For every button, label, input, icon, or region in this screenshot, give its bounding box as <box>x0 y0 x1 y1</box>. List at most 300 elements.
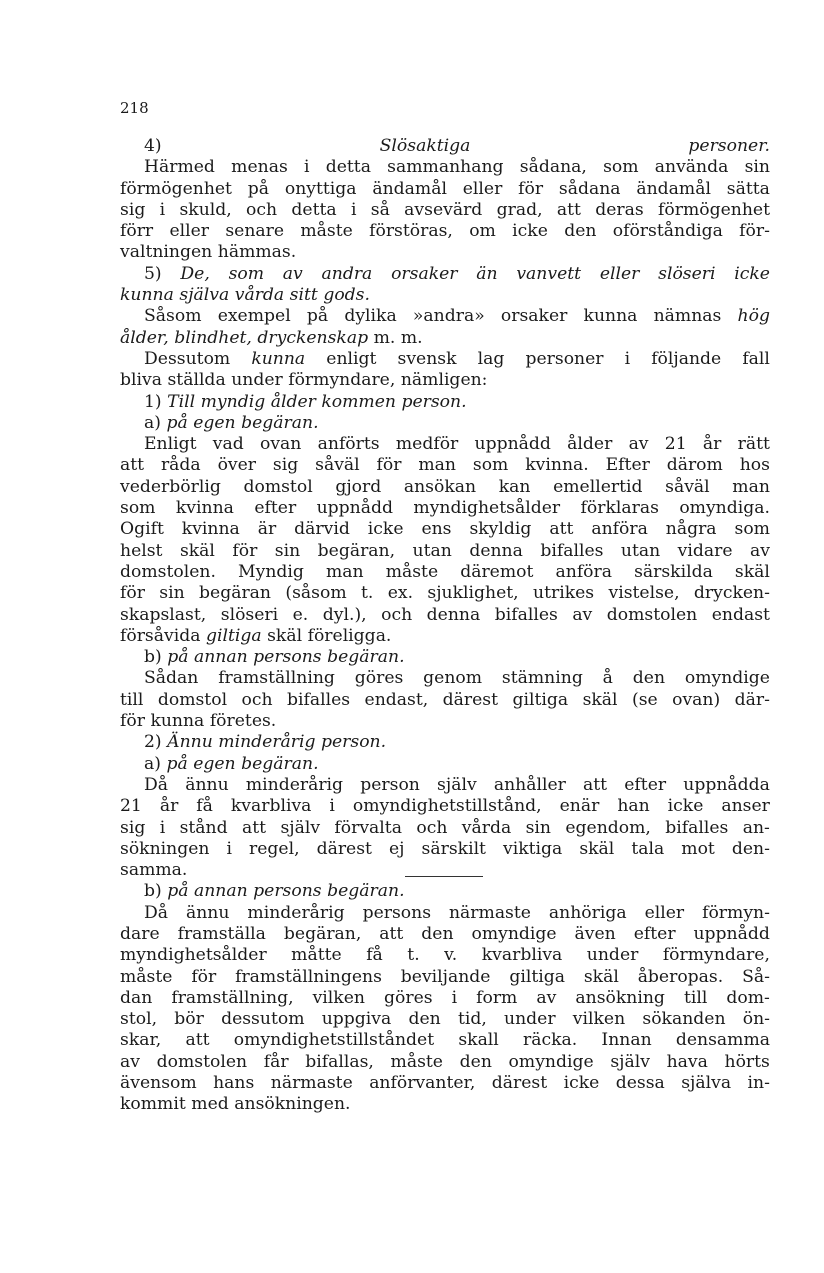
word: 4) <box>144 136 162 156</box>
word: skäl <box>734 561 770 582</box>
word: Innan <box>601 1030 652 1051</box>
word: enär <box>559 796 600 817</box>
word: uppnådd <box>316 498 393 519</box>
word: omyndige <box>508 1051 594 1072</box>
word: begäran. <box>241 412 319 433</box>
word: omyndige <box>684 668 770 689</box>
word: ändamål <box>372 178 447 199</box>
word: domstolen. <box>120 561 216 582</box>
word: sin <box>744 157 770 178</box>
text-line <box>120 541 770 562</box>
word: som <box>603 157 639 178</box>
word: i <box>624 348 631 369</box>
word: får <box>263 1051 289 1072</box>
word: få <box>196 796 213 817</box>
word: personer <box>525 348 604 369</box>
word: Myndig <box>238 561 304 582</box>
word: tid, <box>457 1009 487 1030</box>
word: ansökan <box>403 476 477 497</box>
word: för <box>191 966 217 987</box>
word: (såsom <box>285 583 347 604</box>
word: kvinna <box>175 498 234 519</box>
word: orsaker <box>391 263 458 284</box>
word: kan <box>498 476 531 497</box>
word: Så- <box>742 966 770 987</box>
word: utrikes <box>533 583 595 604</box>
word: vårda <box>234 285 285 306</box>
word: att <box>583 774 608 795</box>
word: skuld, <box>179 199 232 220</box>
word: förmögenhet <box>120 178 232 199</box>
word: därest <box>442 689 499 710</box>
word: att <box>242 817 267 838</box>
word: avsevärd <box>404 199 483 220</box>
word: den <box>632 668 666 689</box>
word: och <box>416 817 448 838</box>
word: för <box>120 583 145 604</box>
word: a) <box>144 753 161 774</box>
word: och <box>381 604 413 625</box>
word: för <box>232 540 258 561</box>
word: den <box>564 221 597 242</box>
text-line <box>120 690 770 711</box>
word: på <box>247 178 270 199</box>
word: Sådan <box>144 668 199 689</box>
text-line <box>120 668 770 689</box>
word: drycken- <box>693 583 770 604</box>
text-line <box>120 732 770 753</box>
text-line <box>120 370 770 391</box>
word: sammanhang <box>387 157 504 178</box>
word: särskilt <box>421 838 486 859</box>
word: persons <box>253 647 322 668</box>
text-line <box>120 200 770 221</box>
word: framställa <box>177 923 266 944</box>
text-line <box>120 328 770 349</box>
text-line <box>120 242 770 263</box>
text-line <box>120 519 770 540</box>
word: måste <box>385 561 439 582</box>
word: myndighetsålder <box>120 945 267 966</box>
word: på <box>166 753 188 774</box>
word: även <box>574 923 616 944</box>
word: person. <box>321 732 387 753</box>
word: framställning <box>218 668 335 689</box>
text-line <box>120 1094 770 1115</box>
word: skar, <box>120 1030 162 1051</box>
text-line <box>120 924 770 945</box>
word: domstolen <box>156 1051 248 1072</box>
word: beviljande <box>400 966 491 987</box>
word: myndig <box>200 391 266 412</box>
word: 2) <box>144 732 162 753</box>
word: stämning <box>501 668 583 689</box>
word: göres <box>354 668 404 689</box>
word: av <box>750 540 770 561</box>
word: eller <box>462 178 503 199</box>
word: för- <box>739 221 770 242</box>
text-line <box>120 1052 770 1073</box>
word: den <box>421 923 454 944</box>
word: företes. <box>209 711 277 732</box>
word: framställning, <box>171 987 294 1008</box>
word: mot <box>681 838 715 859</box>
text-line <box>120 434 770 455</box>
word: hos <box>739 455 770 476</box>
word: framställningens <box>235 966 382 987</box>
word: begäran. <box>327 647 405 668</box>
text-line <box>120 988 770 1009</box>
word: 5) <box>144 263 162 284</box>
word: att <box>549 519 574 540</box>
word: utan <box>412 540 452 561</box>
word: a) <box>144 412 161 433</box>
word: icke <box>563 1073 600 1094</box>
word: anhåller <box>493 774 566 795</box>
word: onyttiga <box>284 178 357 199</box>
word: begäran <box>199 583 272 604</box>
word: sökningen <box>120 838 210 859</box>
word: ovan) <box>672 689 721 710</box>
text-line <box>120 711 770 732</box>
word: sin <box>159 583 185 604</box>
word: Enligt <box>144 434 197 455</box>
word: kvarbliva <box>230 796 312 817</box>
word: dan <box>120 987 153 1008</box>
word: såväl <box>315 455 360 476</box>
word: och <box>246 199 278 220</box>
word: ex. <box>387 583 414 604</box>
word: åberopas. <box>637 966 724 987</box>
word: ansökning <box>575 987 665 1008</box>
word: av <box>536 987 557 1008</box>
word: persons <box>362 902 432 923</box>
word: själv <box>610 1051 650 1072</box>
word: på <box>167 647 189 668</box>
text-line <box>120 349 770 370</box>
word: begäran. <box>241 753 319 774</box>
word: förvalta <box>334 817 402 838</box>
word: 21 <box>120 796 142 817</box>
word: lag <box>477 348 505 369</box>
word: ålder <box>270 391 316 412</box>
word: dessa <box>615 1073 665 1094</box>
word: senare <box>225 221 285 242</box>
word: uppnådd <box>693 923 770 944</box>
word: begäran, <box>317 540 396 561</box>
body-text <box>120 136 770 1116</box>
word: att <box>379 923 404 944</box>
text-line <box>120 498 770 519</box>
text-line <box>120 818 770 839</box>
word: dom- <box>726 987 770 1008</box>
word: domstolen <box>606 604 698 625</box>
word: för <box>518 178 544 199</box>
word: Såsom <box>144 306 202 327</box>
word: ställda <box>167 370 226 391</box>
word: sig <box>272 455 299 476</box>
word: man <box>325 561 364 582</box>
word: sätta <box>726 178 770 199</box>
word: ansökningen. <box>234 1094 351 1115</box>
text-line <box>120 754 770 775</box>
word: egen <box>193 753 236 774</box>
word: eller <box>644 902 685 923</box>
word: domstol <box>243 476 313 497</box>
word: råda <box>160 455 201 476</box>
word: sökanden <box>642 1009 726 1030</box>
word: ålder, <box>120 327 169 348</box>
word: måste <box>390 1051 443 1072</box>
word: ävensom <box>120 1073 197 1094</box>
word: omyndige <box>471 923 557 944</box>
word: andra <box>321 263 373 284</box>
word: anser <box>721 796 770 817</box>
word: Ogift <box>120 519 164 540</box>
word: samma. <box>120 860 188 881</box>
word: i <box>226 838 232 859</box>
word: föreligga. <box>307 625 392 646</box>
word: av <box>628 434 649 455</box>
word: eller <box>169 221 210 242</box>
text-line <box>120 860 770 881</box>
word: denna <box>469 540 523 561</box>
word: egendom, <box>565 817 651 838</box>
text-line <box>120 157 770 178</box>
word: menas <box>231 157 288 178</box>
word: omyndighetstillstånd, <box>352 796 542 817</box>
word: utan <box>620 540 661 561</box>
word: måtte <box>291 945 342 966</box>
word: vederbörlig <box>120 476 221 497</box>
word: Dessutom <box>144 348 231 369</box>
word: förklaras <box>580 498 659 519</box>
word: måste <box>300 221 353 242</box>
word: skäl <box>267 625 303 646</box>
word: nämnas <box>653 306 722 327</box>
text-line <box>120 455 770 476</box>
word: domstol <box>157 689 228 710</box>
word: i <box>159 817 166 838</box>
word: Ännu <box>167 732 213 753</box>
word: slöseri <box>658 263 716 284</box>
word: vilken <box>572 1009 626 1030</box>
page-number: 218 <box>120 99 149 117</box>
word: v. <box>444 945 458 966</box>
word: icke <box>367 519 404 540</box>
word: därom <box>666 455 723 476</box>
word: på <box>167 881 189 902</box>
word: denna <box>426 604 481 625</box>
word: svensk <box>397 348 457 369</box>
word: rätt <box>737 434 770 455</box>
word: icke <box>734 263 770 284</box>
text-line <box>120 583 770 604</box>
word: som <box>734 519 770 540</box>
word: dryckenskap <box>257 327 369 348</box>
word: år <box>702 434 722 455</box>
word: ännu <box>185 902 230 923</box>
word: (se <box>631 689 658 710</box>
word: till <box>683 987 708 1008</box>
word: ännu <box>185 774 229 795</box>
word: göres <box>384 987 433 1008</box>
word: därest <box>316 838 372 859</box>
word: 21 <box>664 434 687 455</box>
word: in- <box>747 1073 770 1094</box>
word: i <box>303 157 310 178</box>
word: omyndighetstillståndet <box>233 1030 435 1051</box>
word: under <box>231 370 283 391</box>
word: uppgiva <box>321 1009 392 1030</box>
text-line <box>120 839 770 860</box>
text-line <box>120 605 770 626</box>
word: sådana, <box>519 157 587 178</box>
word: dare <box>120 923 160 944</box>
word: grad, <box>496 199 543 220</box>
word: hans <box>213 1073 255 1094</box>
word: förstöras, <box>369 221 453 242</box>
word: skäl <box>582 689 618 710</box>
word: anförts <box>317 434 380 455</box>
word: hög <box>737 306 770 327</box>
word: icke <box>667 796 704 817</box>
word: annan <box>193 647 248 668</box>
word: fall <box>742 348 770 369</box>
word: sjuklighet, <box>427 583 519 604</box>
word: över <box>217 455 257 476</box>
word: t. <box>407 945 420 966</box>
word: dessutom <box>221 1009 305 1030</box>
word: förmyndare, <box>288 370 396 391</box>
word: i <box>350 199 357 220</box>
word: minderårig <box>245 774 344 795</box>
text-line <box>120 626 770 647</box>
word: man <box>418 455 456 476</box>
word: av <box>120 1051 140 1072</box>
word: få <box>366 945 383 966</box>
word: b) <box>144 881 162 902</box>
word: ovan <box>260 434 302 455</box>
word: skall <box>458 1030 499 1051</box>
word: Efter <box>605 455 650 476</box>
word: för <box>376 455 402 476</box>
word: att <box>185 1030 210 1051</box>
word: detta <box>325 157 371 178</box>
word: b) <box>144 647 162 668</box>
word: den <box>459 1051 492 1072</box>
word: av <box>282 263 303 284</box>
text-line <box>120 477 770 498</box>
word: sig <box>120 199 146 220</box>
word: som <box>228 263 265 284</box>
word: ålder <box>567 434 613 455</box>
word: efter <box>633 923 676 944</box>
word: så <box>370 199 390 220</box>
word: kommen <box>321 391 396 412</box>
word: begäran, <box>283 923 362 944</box>
word: att <box>556 199 581 220</box>
word: kunna <box>251 348 306 369</box>
text-line <box>120 413 770 434</box>
word: vistelse, <box>608 583 680 604</box>
word: bifalles <box>287 689 351 710</box>
text-line <box>120 1073 770 1094</box>
word: nämligen: <box>400 370 488 391</box>
word: den <box>408 1009 441 1030</box>
word: under <box>586 945 639 966</box>
word: stånd <box>179 817 228 838</box>
word: endast <box>711 604 770 625</box>
word: ej <box>389 838 405 859</box>
text-line <box>120 264 770 285</box>
word: skapslast, <box>120 604 207 625</box>
word: kommit <box>120 1094 186 1115</box>
word: såväl <box>665 476 710 497</box>
text-line <box>120 775 770 796</box>
word: man <box>732 476 770 497</box>
word: om <box>469 221 496 242</box>
text-line <box>120 392 770 413</box>
word: regel, <box>249 838 300 859</box>
text-line <box>120 1009 770 1030</box>
text-line <box>120 881 770 902</box>
text-line <box>120 647 770 668</box>
word: kunna <box>150 711 205 732</box>
word: i <box>329 796 335 817</box>
word: vad <box>212 434 244 455</box>
word: omyndiga. <box>679 498 770 519</box>
word: kunna <box>120 285 174 306</box>
word: uppnådda <box>683 774 770 795</box>
word: densamma <box>675 1030 770 1051</box>
word: som <box>472 455 509 476</box>
word: m. <box>373 327 396 348</box>
word: ändamål <box>636 178 711 199</box>
word: person <box>360 774 420 795</box>
word: förmögenhet <box>658 199 770 220</box>
word: »andra» <box>412 306 485 327</box>
text-line <box>120 306 770 327</box>
word: bifalles <box>540 540 604 561</box>
text-line <box>120 967 770 988</box>
word: förmyn- <box>702 902 770 923</box>
word: detta <box>291 199 337 220</box>
word: slöseri <box>220 604 279 625</box>
word: efter <box>254 498 297 519</box>
word: personer. <box>688 136 770 156</box>
word: Till <box>167 391 196 412</box>
word: bifallas, <box>305 1051 374 1072</box>
word: stol, <box>120 1009 158 1030</box>
word: till <box>120 689 144 710</box>
word: gods. <box>323 285 370 306</box>
word: förr <box>120 221 154 242</box>
word: minderårig <box>218 732 316 753</box>
text-line <box>120 1030 770 1051</box>
word: sin <box>525 817 551 838</box>
word: dylika <box>344 306 397 327</box>
word: sådana <box>558 178 621 199</box>
word: hörts <box>724 1051 770 1072</box>
word: följande <box>651 348 722 369</box>
word: därvid <box>294 519 350 540</box>
word: sig <box>120 817 146 838</box>
word: deras <box>595 199 644 220</box>
word: t. <box>360 583 374 604</box>
word: förmyndare, <box>662 945 770 966</box>
word: i <box>159 199 166 220</box>
